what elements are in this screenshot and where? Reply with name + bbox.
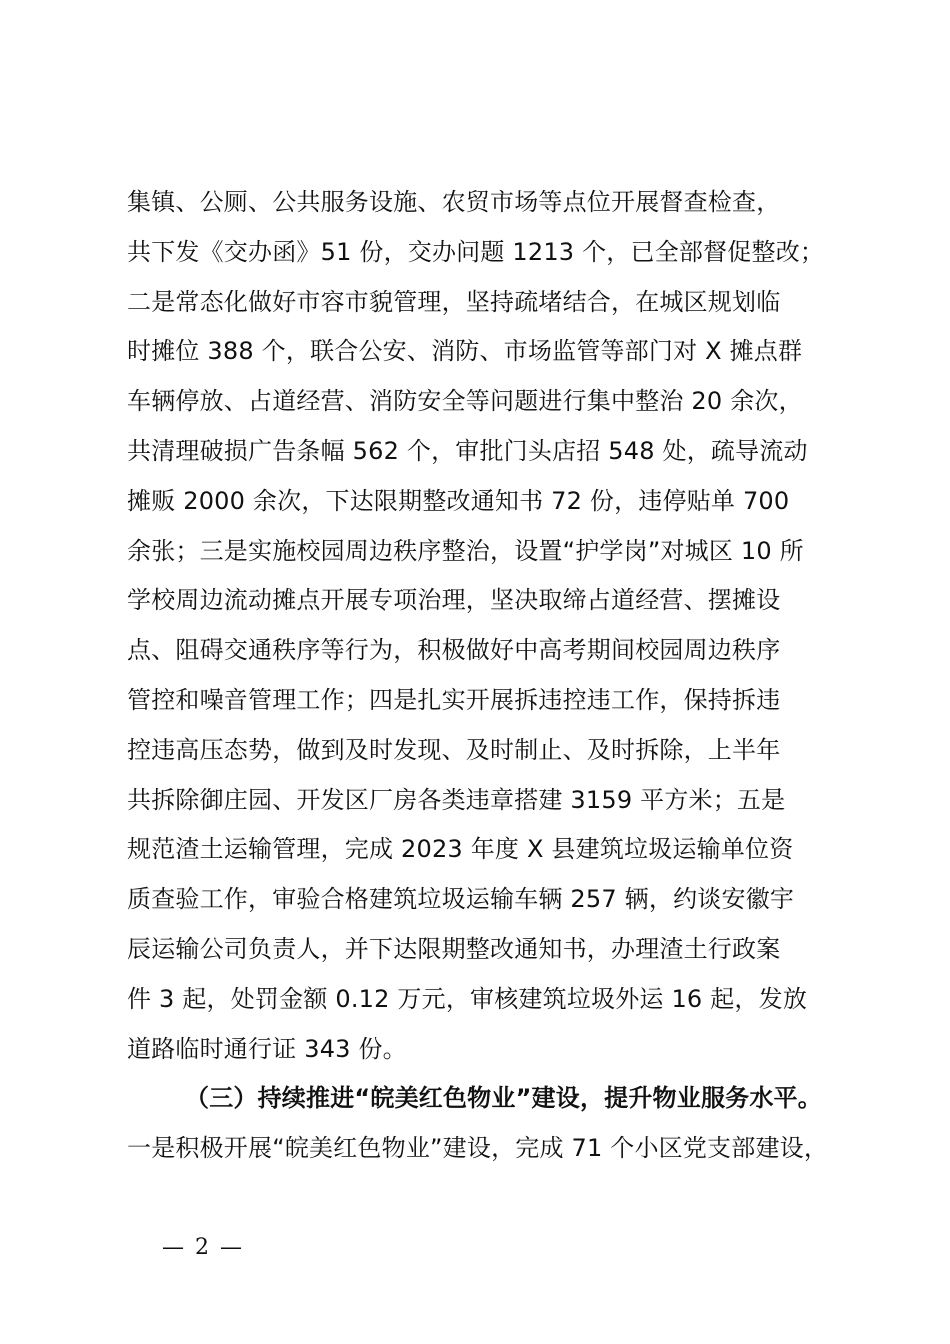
page-number: — 2 — <box>162 1235 244 1260</box>
paragraph-line: 道路临时通行证 343 份。 <box>127 1034 407 1063</box>
paragraph-line: 车辆停放、占道经营、消防安全等问题进行集中整治 20 余次， <box>127 387 803 416</box>
paragraph-line: 共拆除御庄园、开发区厂房各类违章搭建 3159 平方米；五是 <box>127 785 786 814</box>
paragraph-line: 学校周边流动摊点开展专项治理，坚决取缔占道经营、摆摊设 <box>127 586 781 615</box>
paragraph-line: 时摊位 388 个，联合公安、消防、市场监管等部门对 X 摊点群 <box>127 337 803 366</box>
paragraph-line: 件 3 起，处罚金额 0.12 万元，审核建筑垃圾外运 16 起，发放 <box>127 984 808 1013</box>
paragraph-line: 控违高压态势，做到及时发现、及时制止、及时拆除，上半年 <box>127 735 781 764</box>
paragraph-line: 规范渣土运输管理，完成 2023 年度 X 县建筑垃圾运输单位资 <box>127 835 794 864</box>
section-heading: （三）持续推进“皖美红色物业”建设，提升物业服务水平。 <box>185 1084 822 1113</box>
paragraph-line: 共清理破损广告条幅 562 个，审批门头店招 548 处，疏导流动 <box>127 436 808 465</box>
paragraph-line: 集镇、公厕、公共服务设施、农贸市场等点位开展督查检查， <box>127 188 781 216</box>
paragraph-line: 一是积极开展“皖美红色物业”建设，完成 71 个小区党支部建设， <box>127 1134 829 1163</box>
paragraph-line: 点、阻碍交通秩序等行为，积极做好中高考期间校园周边秩序 <box>127 636 781 665</box>
paragraph-line: 摊贩 2000 余次，下达限期整改通知书 72 份，违停贴单 700 <box>127 486 790 515</box>
paragraph-line: 余张；三是实施校园周边秩序整治，设置“护学岗”对城区 10 所 <box>127 536 804 565</box>
paragraph-line: 辰运输公司负责人，并下达限期整改通知书，办理渣土行政案 <box>127 934 781 963</box>
paragraph-line: 二是常态化做好市容市貌管理，坚持疏堵结合，在城区规划临 <box>127 287 781 316</box>
paragraph-line: 共下发《交办函》51 份，交办问题 1213 个，已全部督促整改； <box>127 237 825 266</box>
paragraph-line: 管控和噪音管理工作；四是扎实开展拆违控违工作，保持拆违 <box>127 685 781 714</box>
paragraph-line: 质查验工作，审验合格建筑垃圾运输车辆 257 辆，约谈安徽宇 <box>127 885 795 914</box>
document-body <box>127 178 857 1174</box>
